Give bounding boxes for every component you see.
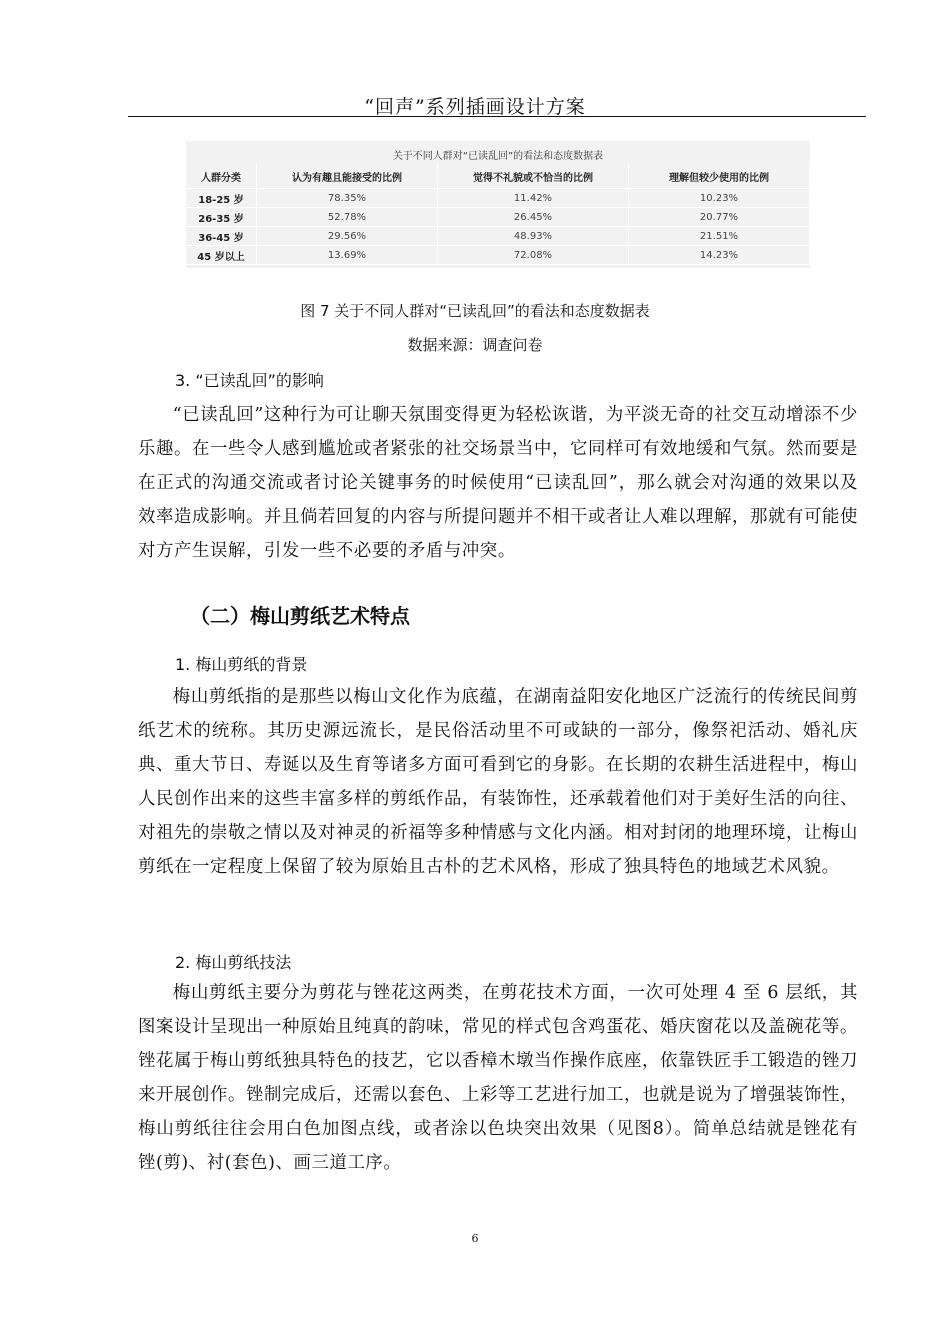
table-header-row <box>186 164 810 189</box>
data-table <box>186 164 810 265</box>
table-inner-title: 关于不同人群对“已读乱回”的看法和态度数据表 <box>392 151 604 162</box>
table-cell: 13.69% <box>257 246 438 265</box>
table-cell: 18-25 岁 <box>186 189 257 208</box>
table-cell: 26.45% <box>438 208 629 227</box>
column-header: 理解但较少使用的比例 <box>629 164 810 189</box>
table-cell: 36-45 岁 <box>186 227 257 246</box>
column-header: 人群分类 <box>186 164 257 189</box>
table-row <box>186 208 810 227</box>
table-cell: 78.35% <box>257 189 438 208</box>
subheading-technique: 2. 梅山剪纸技法 <box>175 953 292 972</box>
table-cell: 14.23% <box>629 246 810 265</box>
paragraph-background: 梅山剪纸指的是那些以梅山文化作为底蕴，在湖南益阳安化地区广泛流行的传统民间剪纸艺术的统称。其历史源远流长，是民俗活动里不可或缺的一部分，像祭祀活动、婚礼庆典、重大节日、寿诞以及生育等诸多方面可看到它的身影。在长期的农耕生活进程中，梅山人民创作出来的这些丰富多样的剪纸作品，有装饰性，还承载着他们对于美好生活的向往、对祖先的崇敬之情以及对神灵的祈福等多种情感与文化内涵。相对封闭的地理环境，让梅山剪纸在一定程度上保留了较为原始且古朴的艺术风格，形成了独具特色的地域艺术风貌。 <box>138 687 858 877</box>
subheading-background: 1. 梅山剪纸的背景 <box>175 655 308 674</box>
figure-source: 数据来源：调查问卷 <box>407 336 543 354</box>
section-heading-impact: 3. “已读乱回”的影响 <box>175 371 324 390</box>
table-cell: 72.08% <box>438 246 629 265</box>
table-cell: 20.77% <box>629 208 810 227</box>
table-cell: 10.23% <box>629 189 810 208</box>
page-number: 6 <box>471 1232 479 1245</box>
table-cell: 21.51% <box>629 227 810 246</box>
table-cell: 11.42% <box>438 189 629 208</box>
table-cell: 26-35 岁 <box>186 208 257 227</box>
table-row <box>186 246 810 265</box>
table-cell: 45 岁以上 <box>186 246 257 265</box>
figure-caption: 图 7 关于不同人群对“已读乱回”的看法和态度数据表 <box>300 302 650 320</box>
table-row <box>186 189 810 208</box>
column-header: 觉得不礼貌或不恰当的比例 <box>438 164 629 189</box>
table-cell: 52.78% <box>257 208 438 227</box>
data-table-image <box>186 141 810 268</box>
column-header: 认为有趣且能接受的比例 <box>257 164 438 189</box>
running-header: “回声”系列插画设计方案 <box>364 96 586 118</box>
header-rule <box>128 116 866 117</box>
table-cell: 29.56% <box>257 227 438 246</box>
paragraph-impact: “已读乱回”这种行为可让聊天氛围变得更为轻松诙谐，为平淡无奇的社交互动增添不少乐趣。在一些令人感到尴尬或者紧张的社交场景当中，它同样可有效地缓和气氛。然而要是在正式的沟通交流或者讨论关键事务的时候使用“已读乱回”，那么就会对沟通的效果以及效率造成影响。并且倘若回复的内容与所提问题并不相干或者让人难以理解，那就有可能使对方产生误解，引发一些不必要的矛盾与冲突。 <box>138 405 858 561</box>
paragraph-technique: 梅山剪纸主要分为剪花与锉花这两类，在剪花技术方面，一次可处理 4 至 6 层纸，其图案设计呈现出一种原始且纯真的韵味，常见的样式包含鸡蛋花、婚庆窗花以及盖碗花等。锉花属于梅山剪纸独具特色的技艺，它以香樟木墩当作操作底座，依靠铁匠手工锻造的锉刀来开展创作。锉制完成后，还需以套色、上彩等工艺进行加工，也就是说为了增强装饰性，梅山剪纸往往会用白色加图点线，或者涂以色块突出效果（见图8）。简单总结就是锉花有锉(剪)、衬(套色)、画三道工序。 <box>138 983 858 1173</box>
table-cell: 48.93% <box>438 227 629 246</box>
table-row <box>186 227 810 246</box>
section-heading-meishan: （二）梅山剪纸艺术特点 <box>190 604 410 628</box>
